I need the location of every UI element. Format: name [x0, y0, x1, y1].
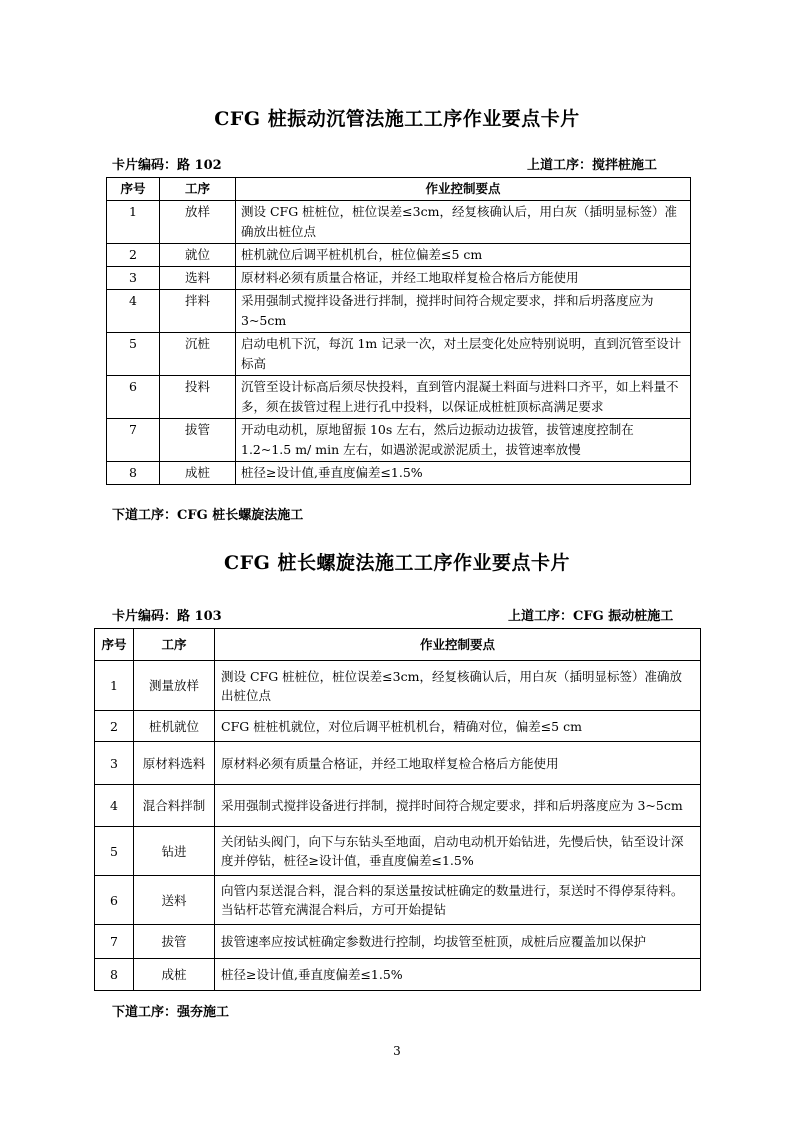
- header-points: 作业控制要点: [215, 629, 701, 661]
- row-text: 采用强制式搅拌设备进行拌制，搅拌时间符合规定要求，拌和后坍落度应为 3~5cm: [215, 785, 701, 827]
- row-step: 就位: [160, 244, 236, 267]
- row-text: 桩机就位后调平桩机机台，桩位偏差≤5 cm: [236, 244, 691, 267]
- row-text: 原材料必须有质量合格证，并经工地取样复检合格后方能使用: [236, 267, 691, 290]
- table-row: [95, 711, 701, 742]
- row-no: 2: [107, 244, 160, 267]
- table-header-row: [107, 178, 691, 201]
- card1-title: CFG 桩振动沉管法施工工序作业要点卡片: [214, 108, 580, 130]
- header-step: 工序: [134, 629, 215, 661]
- row-text: 启动电机下沉，每沉 1m 记录一次，对土层变化处应特别说明，直到沉管至设计标高: [236, 333, 691, 376]
- header-no: 序号: [107, 178, 160, 201]
- row-no: 4: [95, 785, 134, 827]
- row-text: 测设 CFG 桩桩位，桩位误差≤3cm，经复核确认后，用白灰（插明显标签）准确放出桩位点: [236, 201, 691, 244]
- card1-table: [106, 177, 691, 485]
- table-row: [95, 785, 701, 827]
- row-text: 测设 CFG 桩桩位，桩位误差≤3cm，经复核确认后，用白灰（插明显标签）准确放出桩位点: [215, 661, 701, 711]
- row-no: 2: [95, 711, 134, 742]
- row-no: 3: [95, 742, 134, 785]
- row-text: 拔管速率应按试桩确定参数进行控制，均拔管至桩顶，成桩后应覆盖加以保护: [215, 925, 701, 959]
- header-step: 工序: [160, 178, 236, 201]
- table-row: [107, 244, 691, 267]
- row-step: 桩机就位: [134, 711, 215, 742]
- row-no: 5: [95, 827, 134, 876]
- table-row: [95, 661, 701, 711]
- row-no: 3: [107, 267, 160, 290]
- table-row: [107, 267, 691, 290]
- table-row: [95, 827, 701, 876]
- table-row: [95, 959, 701, 991]
- row-no: 1: [95, 661, 134, 711]
- card2-next-step: 下道工序：强夯施工: [112, 1005, 230, 1020]
- row-step: 拔管: [134, 925, 215, 959]
- table-row: [107, 419, 691, 462]
- row-text: 开动电动机，原地留振 10s 左右，然后边振动边拔管，拔管速度控制在 1.2~1.5 m/ min 左右，如遇淤泥或淤泥质土，拔管速率放慢: [236, 419, 691, 462]
- row-no: 1: [107, 201, 160, 244]
- row-step: 沉桩: [160, 333, 236, 376]
- row-text: CFG 桩桩机就位，对位后调平桩机机台，精确对位，偏差≤5 cm: [215, 711, 701, 742]
- row-step: 钻进: [134, 827, 215, 876]
- row-no: 6: [95, 876, 134, 925]
- card1-code: 卡片编码：路 102: [112, 158, 222, 173]
- table-row: [107, 201, 691, 244]
- row-text: 桩径≥设计值,垂直度偏差≤1.5%: [236, 462, 691, 485]
- row-no: 7: [107, 419, 160, 462]
- card2-table: [94, 628, 701, 991]
- card1-prev-step: 上道工序：搅拌桩施工: [527, 158, 658, 173]
- card1-next-step: 下道工序：CFG 桩长螺旋法施工: [112, 508, 304, 523]
- row-step: 成桩: [160, 462, 236, 485]
- page-number: 3: [393, 1044, 401, 1058]
- row-no: 8: [107, 462, 160, 485]
- table-header-row: [95, 629, 701, 661]
- card2-code: 卡片编码：路 103: [112, 609, 222, 624]
- table-row: [107, 333, 691, 376]
- row-no: 7: [95, 925, 134, 959]
- card2-prev-step: 上道工序：CFG 振动桩施工: [508, 609, 674, 624]
- header-no: 序号: [95, 629, 134, 661]
- table-row: [107, 290, 691, 333]
- row-text: 采用强制式搅拌设备进行拌制，搅拌时间符合规定要求，拌和后坍落度应为 3~5cm: [236, 290, 691, 333]
- row-no: 8: [95, 959, 134, 991]
- card2-title: CFG 桩长螺旋法施工工序作业要点卡片: [224, 552, 570, 574]
- row-step: 选料: [160, 267, 236, 290]
- row-step: 混合料拌制: [134, 785, 215, 827]
- row-step: 拔管: [160, 419, 236, 462]
- table-row: [107, 462, 691, 485]
- row-step: 成桩: [134, 959, 215, 991]
- row-step: 测量放样: [134, 661, 215, 711]
- row-text: 关闭钻头阀门，向下与东钻头至地面，启动电动机开始钻进，先慢后快，钻至设计深度并停钻，桩径≥设计值，垂直度偏差≤1.5%: [215, 827, 701, 876]
- table-row: [107, 376, 691, 419]
- row-no: 5: [107, 333, 160, 376]
- header-points: 作业控制要点: [236, 178, 691, 201]
- row-step: 投料: [160, 376, 236, 419]
- row-text: 沉管至设计标高后须尽快投料，直到管内混凝土料面与进料口齐平，如上料量不多，须在拔管过程上进行孔中投料，以保证成桩桩顶标高满足要求: [236, 376, 691, 419]
- table-row: [95, 742, 701, 785]
- row-step: 拌料: [160, 290, 236, 333]
- row-text: 原材料必须有质量合格证，并经工地取样复检合格后方能使用: [215, 742, 701, 785]
- row-text: 桩径≥设计值,垂直度偏差≤1.5%: [215, 959, 701, 991]
- row-no: 6: [107, 376, 160, 419]
- row-step: 送料: [134, 876, 215, 925]
- table-row: [95, 925, 701, 959]
- row-step: 放样: [160, 201, 236, 244]
- row-text: 向管内泵送混合料，混合料的泵送量按试桩确定的数量进行，泵送时不得停泵待料。当钻杆芯管充满混合料后，方可开始提钻: [215, 876, 701, 925]
- row-no: 4: [107, 290, 160, 333]
- table-row: [95, 876, 701, 925]
- row-step: 原材料选料: [134, 742, 215, 785]
